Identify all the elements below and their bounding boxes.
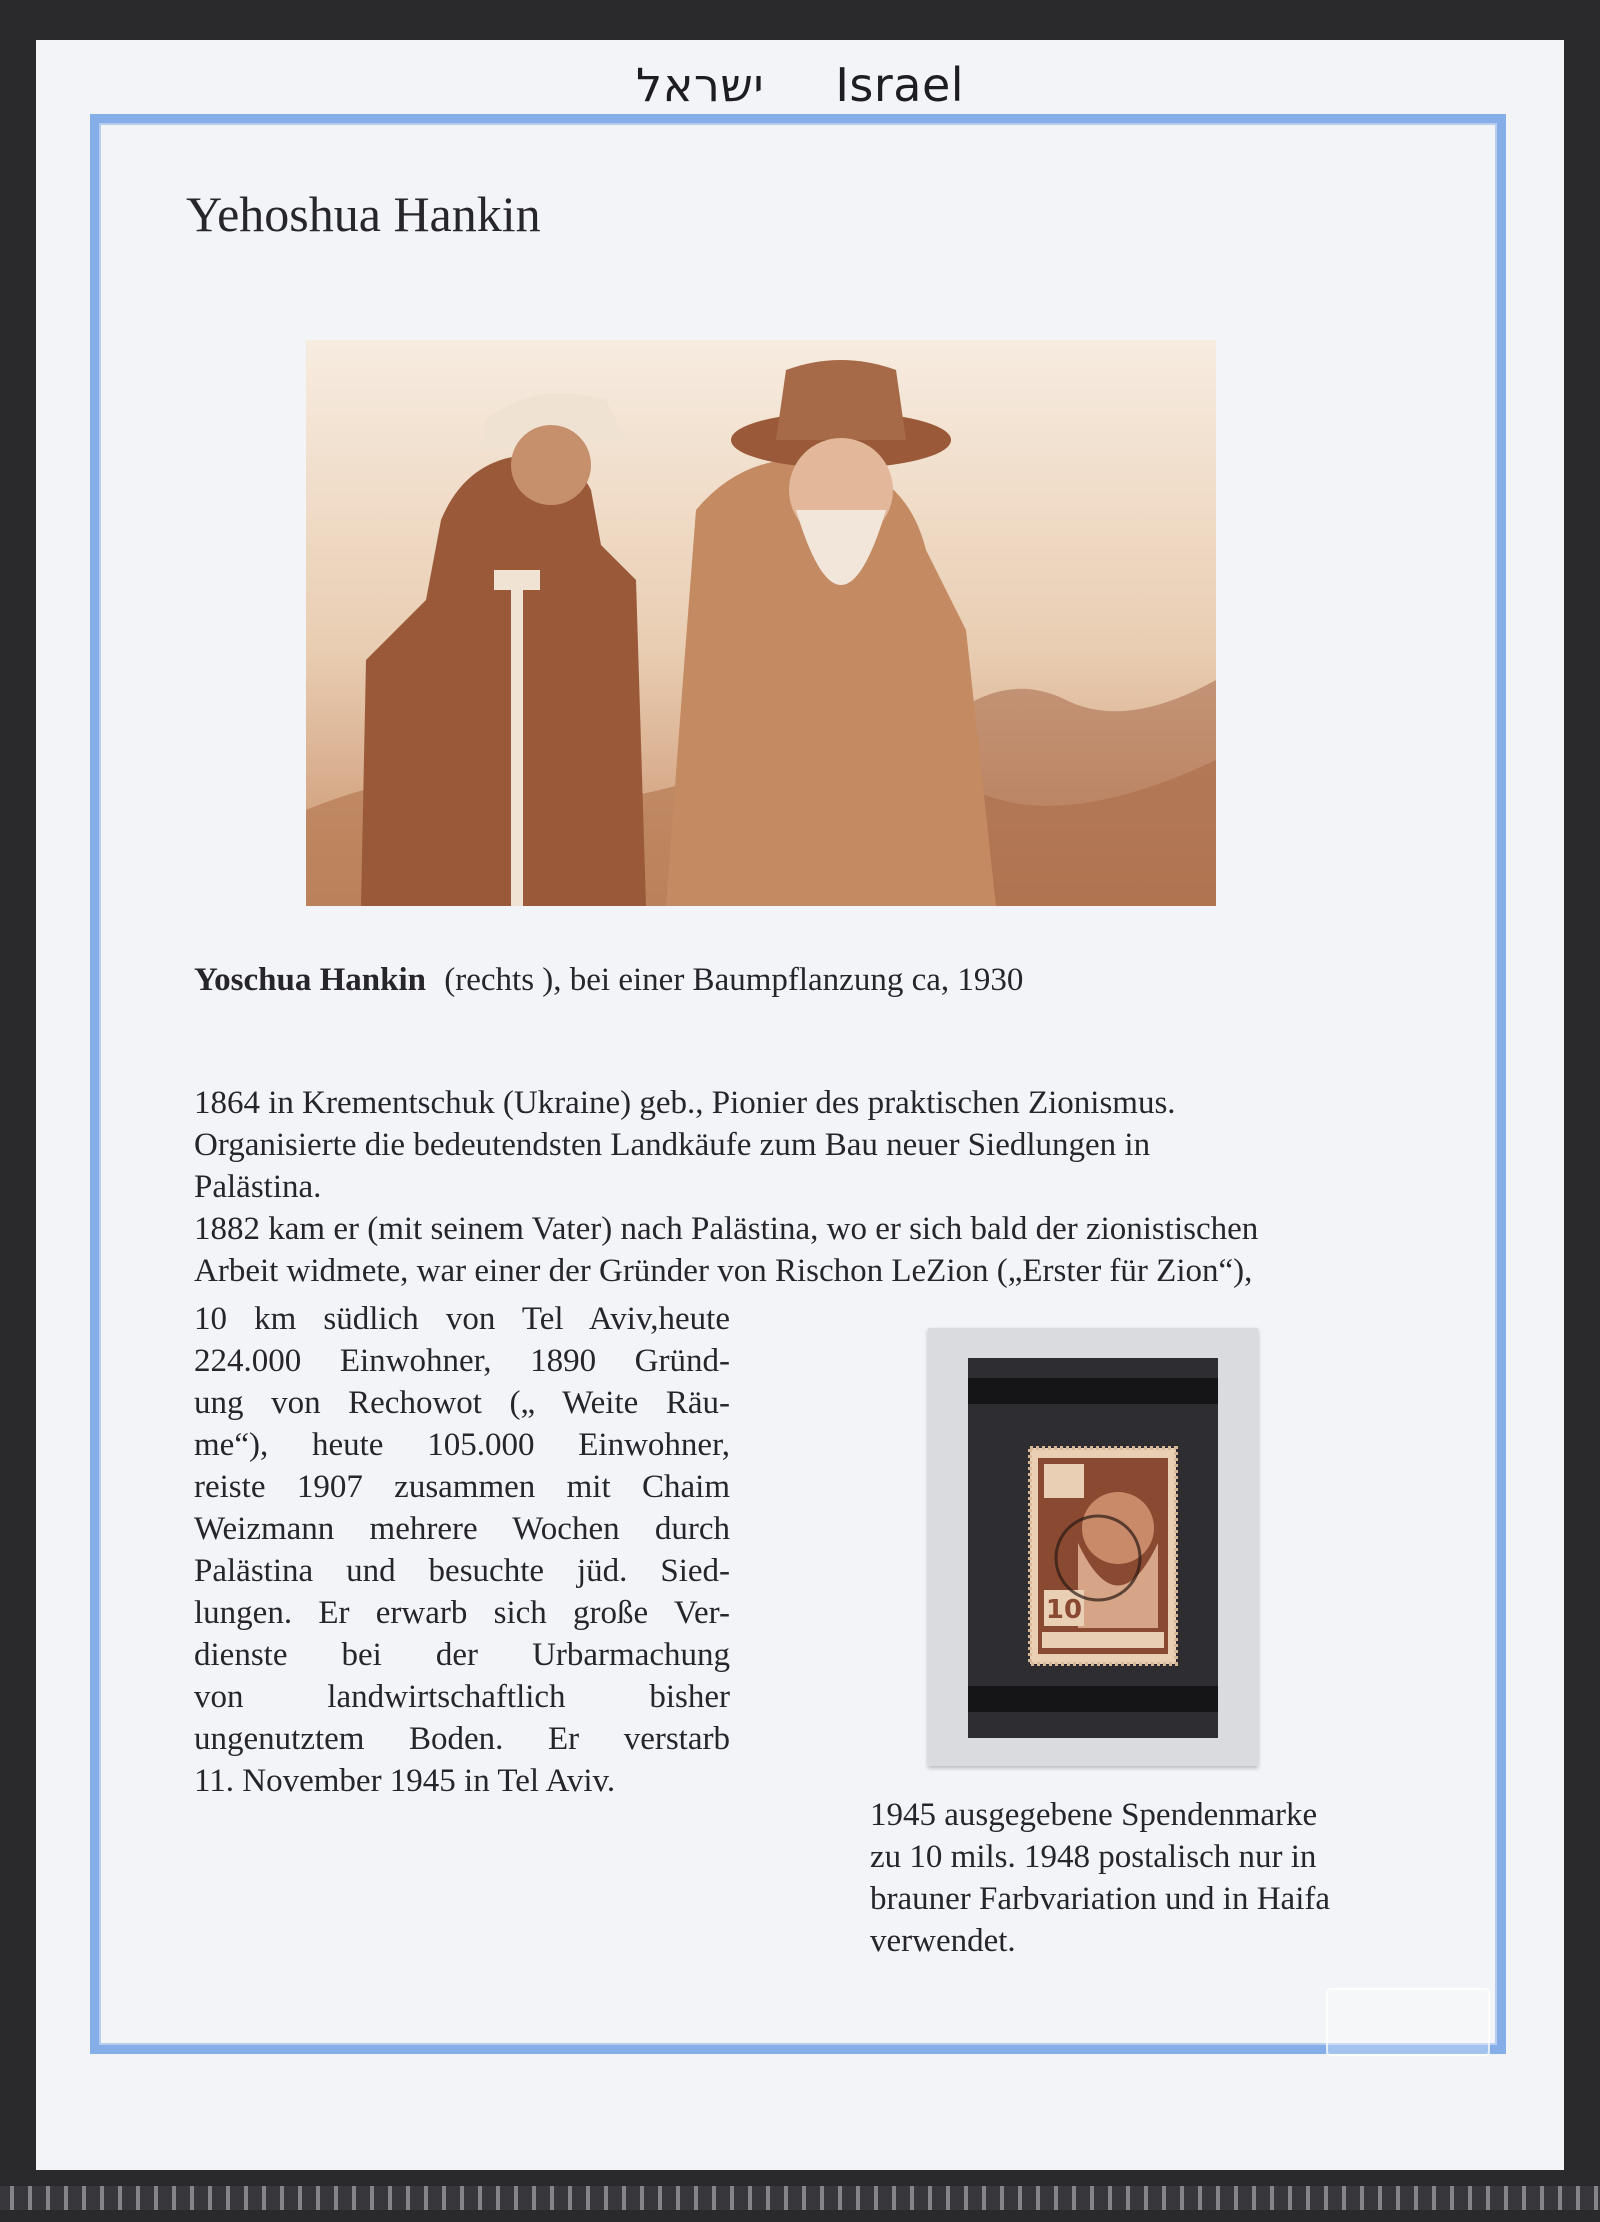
page-title: Yehoshua Hankin <box>186 186 541 242</box>
portrait-stamp-icon <box>928 1328 1258 1766</box>
stamp-caption-line: 1945 ausgegebene Spendenmarke <box>870 1797 1318 1833</box>
bio-line: 1864 in Krementschuk (Ukraine) geb., Pionier des praktischen Zionismus. <box>194 1085 1176 1121</box>
stamp-caption-line: brauner Farbvariation und in Haifa <box>870 1881 1331 1917</box>
bio-col-line: 11. November 1945 in Tel Aviv. <box>194 1763 616 1799</box>
bio-col-line: Weizmann mehrere Wochen durch <box>194 1511 730 1547</box>
header-latin: Israel <box>835 58 965 112</box>
bio-line: Arbeit widmete, war einer der Gründer von Rischon LeZion („Erster für Zion“), <box>194 1253 1253 1289</box>
stamp-caption-line: zu 10 mils. 1948 postalisch nur in <box>870 1839 1317 1875</box>
bio-line: Palästina. <box>194 1169 322 1205</box>
caption-name: Yoschua Hankin <box>194 962 427 998</box>
bio-col-line: dienste bei der Urbarmachung <box>194 1637 730 1673</box>
bio-col-line: ungenutztem Boden. Er verstarb <box>194 1721 730 1757</box>
biography-intro <box>194 1082 1434 1292</box>
stamp-caption-line: verwendet. <box>870 1923 1016 1959</box>
caption-text: (rechts ), bei einer Baumpflanzung ca, 1930 <box>444 962 1024 998</box>
header-hebrew: ישראל <box>635 58 765 112</box>
biography-column <box>194 1298 730 1802</box>
bio-col-line: 224.000 Einwohner, 1890 Gründ- <box>194 1343 730 1379</box>
stamp-mount <box>928 1328 1258 1766</box>
stamp-caption <box>870 1794 1430 1962</box>
sheet-edge <box>0 2186 1600 2210</box>
bio-col-line: 10 km südlich von Tel Aviv,heute <box>194 1301 730 1337</box>
bio-line: Organisierte die bedeutendsten Landkäufe zum Bau neuer Siedlungen in <box>194 1127 1151 1163</box>
bio-col-line: me“), heute 105.000 Einwohner, <box>194 1427 730 1463</box>
page-header <box>36 58 1564 112</box>
bio-col-line: reiste 1907 zusammen mit Chaim <box>194 1469 730 1505</box>
bio-col-line: von landwirtschaftlich bisher <box>194 1679 730 1715</box>
bio-col-line: ung von Rechowot („ Weite Räu- <box>194 1385 730 1421</box>
watermark-stamp <box>1326 1988 1490 2056</box>
bio-col-line: lungen. Er erwarb sich große Ver- <box>194 1595 730 1631</box>
sepia-photograph-icon <box>306 340 1216 906</box>
bio-col-line: Palästina und besuchte jüd. Sied- <box>194 1553 730 1589</box>
bio-line: 1882 kam er (mit seinem Vater) nach Palästina, wo er sich bald der zionistischen <box>194 1211 1259 1247</box>
stamp-value: 10 <box>1045 1595 1083 1625</box>
historic-photo <box>306 340 1216 906</box>
album-page <box>36 40 1564 2170</box>
photo-caption <box>194 962 1023 999</box>
